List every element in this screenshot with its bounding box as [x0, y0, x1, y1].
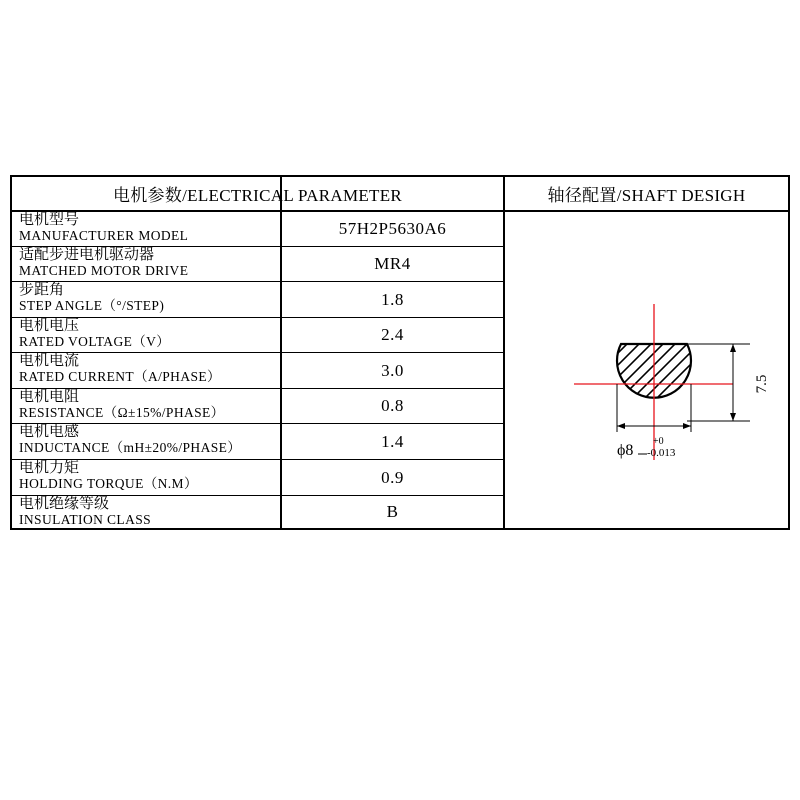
- parameter-name-inductance: [12, 424, 280, 459]
- parameter-label-zh: 适配步进电机驱动器: [19, 247, 155, 263]
- arrow-up-icon: [730, 344, 736, 352]
- parameter-label-zh: 电机电感: [19, 424, 80, 440]
- parameter-label-en: STEP ANGLE（°/STEP): [19, 298, 165, 313]
- parameter-value-step-angle: 1.8: [381, 289, 404, 309]
- spec-table: [10, 175, 790, 530]
- parameter-label-zh: 电机绝缘等级: [19, 496, 110, 512]
- hatching-pattern: [549, 312, 755, 422]
- parameter-label-en: RATED CURRENT（A/PHASE）: [19, 369, 221, 384]
- parameter-label-en: MANUFACTURER MODEL: [19, 228, 189, 243]
- tolerance-upper: +0: [653, 436, 664, 447]
- parameter-name-resistance: [12, 389, 280, 423]
- parameter-label-zh: 电机电阻: [19, 389, 80, 405]
- electrical-parameter-header: 电机参数/ELECTRICAL PARAMETER: [112, 186, 403, 205]
- parameter-value-inductance: 1.4: [381, 431, 404, 451]
- parameter-name-current: [12, 353, 280, 388]
- arrow-right-icon: [683, 423, 691, 429]
- diameter-label: ϕ8: [617, 442, 634, 459]
- shaft-drawing-cell: [505, 212, 788, 528]
- parameter-value-driver: MR4: [374, 254, 411, 273]
- parameter-value-torque: 0.9: [381, 467, 404, 487]
- shaft-cross-section-drawing: [505, 212, 788, 528]
- arrow-left-icon: [617, 423, 625, 429]
- tolerance-lower: -0.013: [647, 447, 676, 459]
- flat-dimension-label: 7.5: [754, 374, 770, 394]
- shaft-design-header: 轴径配置/SHAFT DESIGH: [547, 186, 746, 205]
- parameter-name-voltage: [12, 318, 280, 352]
- parameter-name-torque: [12, 460, 280, 495]
- parameter-label-en: HOLDING TORQUE（N.M）: [19, 476, 198, 491]
- parameter-name-driver: [12, 247, 280, 281]
- parameter-value-resistance: 0.8: [381, 396, 404, 415]
- parameter-label-en: MATCHED MOTOR DRIVE: [19, 263, 189, 278]
- parameter-label-en: INDUCTANCE（mH±20%/PHASE）: [19, 440, 242, 455]
- parameter-label-zh: 电机型号: [19, 212, 80, 228]
- parameter-label-zh: 电机力矩: [19, 460, 80, 476]
- parameter-label-en: RESISTANCE（Ω±15%/PHASE）: [19, 405, 225, 420]
- parameter-label-zh: 电机电流: [19, 353, 80, 369]
- parameter-name-insulation: [12, 496, 280, 528]
- parameter-label-en: INSULATION CLASS: [19, 512, 152, 527]
- parameter-value-model: 57H2P5630A6: [338, 219, 447, 238]
- parameter-label-zh: 电机电压: [19, 318, 80, 334]
- parameter-label-en: RATED VOLTAGE（V）: [19, 334, 171, 349]
- parameter-value-voltage: 2.4: [381, 325, 404, 344]
- parameter-value-current: 3.0: [381, 360, 404, 380]
- parameter-label-zh: 步距角: [19, 282, 65, 298]
- parameter-name-step-angle: [12, 282, 280, 317]
- parameter-name-model: [12, 212, 280, 246]
- arrow-down-icon: [730, 413, 736, 421]
- parameter-value-insulation: B: [386, 502, 399, 521]
